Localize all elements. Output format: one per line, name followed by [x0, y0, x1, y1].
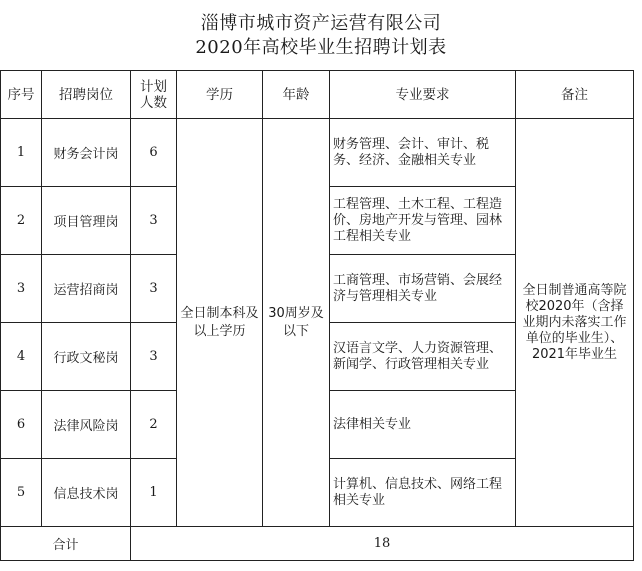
- row-position: 运营招商岗: [42, 255, 131, 323]
- row-major: 法律相关专业: [330, 391, 516, 459]
- row-position: 法律风险岗: [42, 391, 131, 459]
- row-count: 1: [131, 459, 177, 527]
- row-index: 1: [1, 119, 42, 187]
- total-label: 合计: [1, 527, 131, 561]
- row-major: 财务管理、会计、审计、税务、经济、金融相关专业: [330, 119, 516, 187]
- row-major: 汉语言文学、人力资源管理、新闻学、行政管理相关专业: [330, 323, 516, 391]
- header-remark: 备注: [516, 71, 634, 119]
- row-index: 3: [1, 255, 42, 323]
- header-education: 学历: [177, 71, 263, 119]
- document-title: 淄博市城市资产运营有限公司: [200, 13, 442, 34]
- row-count: 6: [131, 119, 177, 187]
- row-position: 信息技术岗: [42, 459, 131, 527]
- row-major: 计算机、信息技术、网络工程相关专业: [330, 459, 516, 527]
- shared-age: 30周岁及以下: [263, 119, 330, 527]
- table-row: [1, 119, 634, 187]
- header-index: 序号: [1, 71, 42, 119]
- row-index: 5: [1, 459, 42, 527]
- total-row: [1, 527, 634, 561]
- total-value: 18: [131, 527, 634, 561]
- recruitment-plan-table: [0, 70, 634, 561]
- document-subtitle: 2020年高校毕业生招聘计划表: [195, 37, 447, 58]
- row-index: 2: [1, 187, 42, 255]
- header-major: 专业要求: [330, 71, 516, 119]
- row-count: 3: [131, 323, 177, 391]
- row-index: 6: [1, 391, 42, 459]
- shared-education: 全日制本科及以上学历: [177, 119, 263, 527]
- row-count: 3: [131, 255, 177, 323]
- header-row: [1, 71, 634, 119]
- row-count: 3: [131, 187, 177, 255]
- row-major: 工程管理、土木工程、工程造价、房地产开发与管理、园林工程相关专业: [330, 187, 516, 255]
- shared-remark: 全日制普通高等院校2020年（含择业期内未落实工作单位的毕业生）、2021年毕业生: [516, 119, 634, 527]
- header-age: 年龄: [263, 71, 330, 119]
- row-position: 行政文秘岗: [42, 323, 131, 391]
- row-index: 4: [1, 323, 42, 391]
- row-position: 财务会计岗: [42, 119, 131, 187]
- header-position: 招聘岗位: [42, 71, 131, 119]
- row-count: 2: [131, 391, 177, 459]
- header-count: 计划人数: [131, 71, 177, 119]
- row-position: 项目管理岗: [42, 187, 131, 255]
- row-major: 工商管理、市场营销、会展经济与管理相关专业: [330, 255, 516, 323]
